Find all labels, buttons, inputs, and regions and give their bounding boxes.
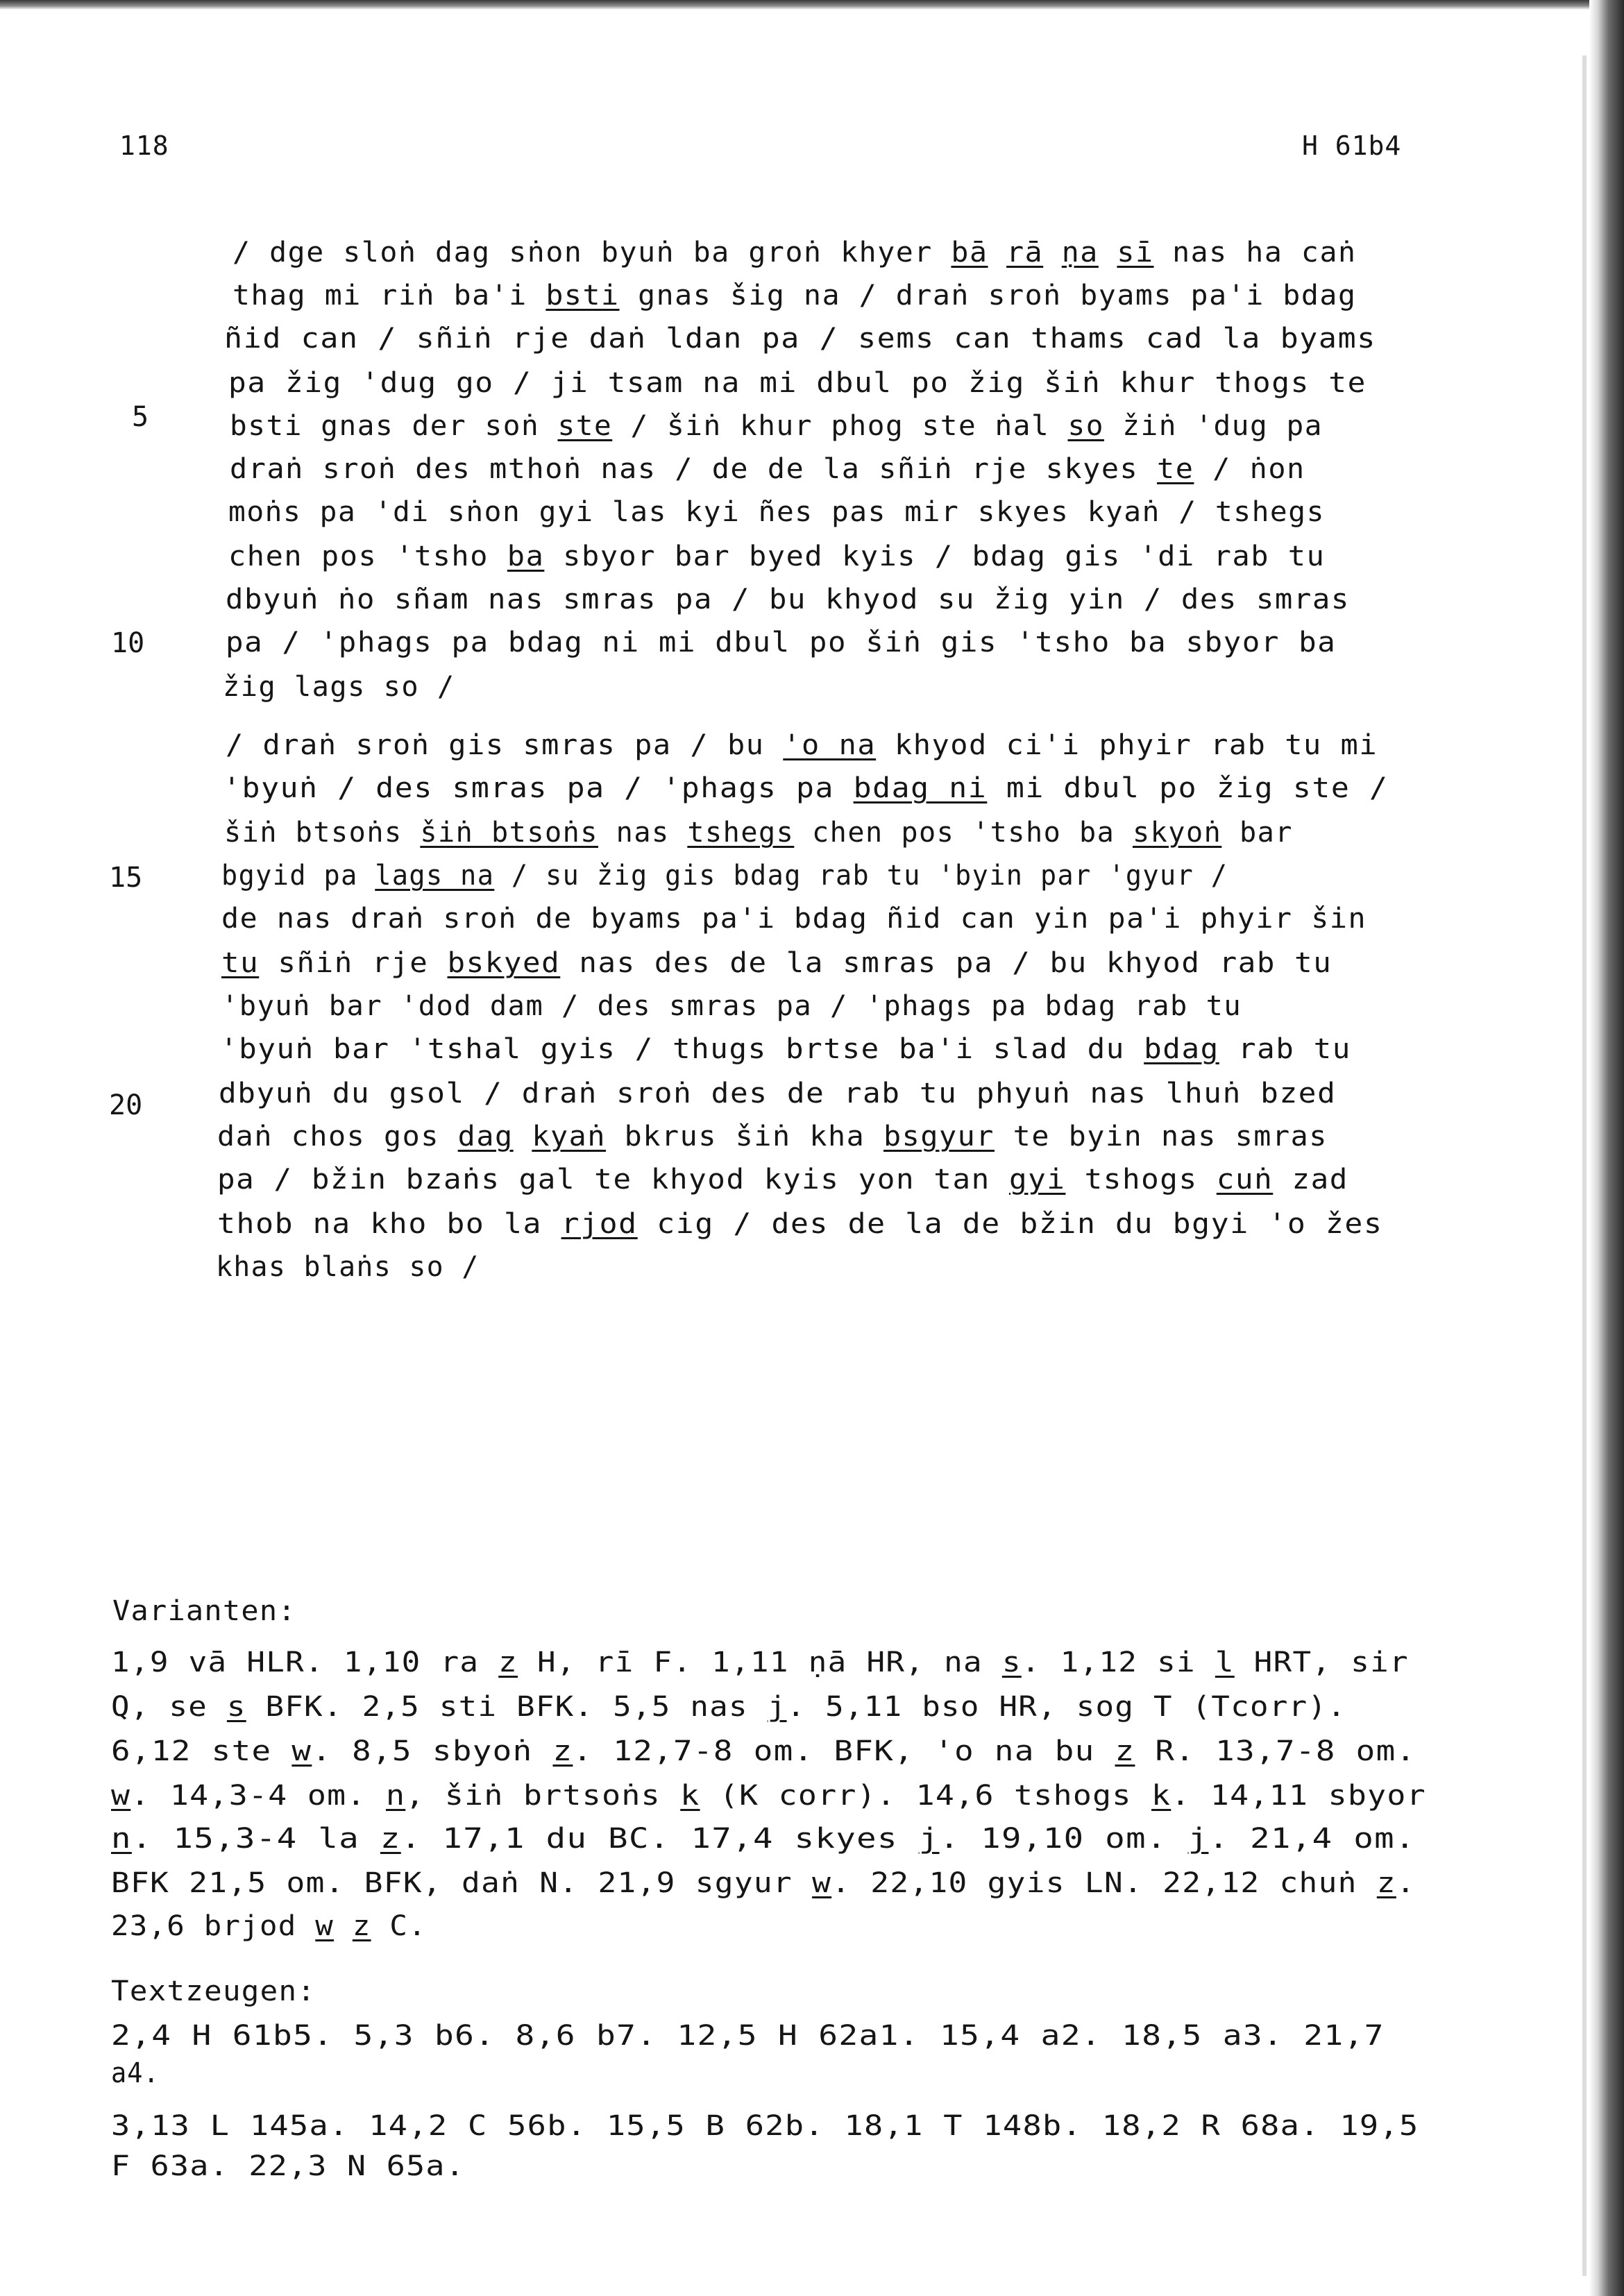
text-line-11: žig lags so /	[223, 671, 455, 703]
text-line-1: / dge sloṅ dag sṅon byuṅ ba groṅ khyer bā rā ṇa sī nas ha caṅ	[232, 237, 1357, 269]
text-line-3: ñid can / sñiṅ rje daṅ ldan pa / sems can thams cad la byams	[224, 323, 1376, 355]
textzeugen-line-2: a4.	[111, 2057, 160, 2089]
text-line-18: 'byuṅ bar 'dod dam / des smras pa / 'phags pa bdag rab tu	[221, 990, 1242, 1022]
text-line-15: bgyid pa lags na / su žig gis bdag rab tu 'byin par 'gyur /	[221, 860, 1228, 892]
text-line-2: thag mi riṅ ba'i bsti gnas šig na / draṅ sroṅ byams pa'i bdag	[232, 280, 1357, 312]
text-line-19: 'byuṅ bar 'tshal gyis / thugs brtse ba'i slad du bdag rab tu	[220, 1033, 1351, 1065]
varianten-line-4: w. 14,3-4 om. n, šiṅ brtsoṅs k (K corr). 14,6 tshogs k. 14,11 sbyor	[111, 1780, 1426, 1812]
varianten-line-6: BFK 21,5 om. BFK, daṅ N. 21,9 sgyur w. 22,10 gyis LN. 22,12 chuṅ z.	[111, 1867, 1416, 1899]
text-line-12: / draṅ sroṅ gis smras pa / bu 'o na khyod ci'i phyir rab tu mi	[226, 729, 1378, 761]
textzeugen-line-3: 3,13 L 145a. 14,2 C 56b. 15,5 B 62b. 18,1 T 148b. 18,2 R 68a. 19,5	[111, 2110, 1419, 2142]
page-reference: H 61b4	[1302, 130, 1402, 161]
textzeugen-heading: Textzeugen:	[111, 1975, 316, 2007]
text-line-4: pa žig 'dug go / ji tsam na mi dbul po žig šiṅ khur thogs te	[228, 367, 1367, 399]
text-line-24: khas blaṅs so /	[216, 1251, 480, 1283]
page-number: 118	[119, 130, 169, 161]
text-line-9: dbyuṅ ṅo sñam nas smras pa / bu khyod su žig yin / des smras	[226, 584, 1350, 615]
textzeugen-line-4: F 63a. 22,3 N 65a.	[111, 2150, 466, 2182]
text-line-10: pa / 'phags pa bdag ni mi dbul po šiṅ gis 'tsho ba sbyor ba	[226, 627, 1337, 658]
line-number-10: 10	[111, 627, 145, 659]
line-number-15: 15	[109, 862, 143, 894]
text-line-17: tu sñiṅ rje bskyed nas des de la smras pa / bu khyod rab tu	[221, 947, 1333, 979]
varianten-line-3: 6,12 ste w. 8,5 sbyoṅ z. 12,7-8 om. BFK, 'o na bu z R. 13,7-8 om.	[111, 1735, 1416, 1767]
text-line-20: dbyuṅ du gsol / draṅ sroṅ des de rab tu phyuṅ nas lhuṅ bzed	[219, 1078, 1337, 1109]
text-line-14: šiṅ btsoṅs šiṅ btsoṅs nas tshegs chen pos 'tsho ba skyoṅ bar	[224, 817, 1293, 849]
textzeugen-line-1: 2,4 H 61b5. 5,3 b6. 8,6 b7. 12,5 H 62a1. 15,4 a2. 18,5 a3. 21,7	[111, 2020, 1385, 2052]
varianten-heading: Varianten:	[112, 1595, 296, 1627]
text-line-5: bsti gnas der soṅ ste / šiṅ khur phog ste ṅal so žiṅ 'dug pa	[230, 410, 1323, 442]
varianten-line-7: 23,6 brjod w z C.	[111, 1910, 427, 1942]
text-line-13: 'byuṅ / des smras pa / 'phags pa bdag ni mi dbul po žig ste /	[223, 772, 1389, 804]
varianten-line-1: 1,9 vā HLR. 1,10 ra z H, rī F. 1,11 ṇā HR, na s. 1,12 si l HRT, sir	[111, 1647, 1409, 1678]
text-line-22: pa / bžin bzaṅs gal te khyod kyis yon tan gyi tshogs cuṅ zad	[217, 1164, 1348, 1196]
scan-right-edge-shadow	[1589, 0, 1624, 2296]
line-number-5: 5	[132, 401, 149, 433]
varianten-line-5: n. 15,3-4 la z. 17,1 du BC. 17,4 skyes j. 19,10 om. j. 21,4 om.	[111, 1823, 1416, 1855]
varianten-line-2: Q, se s BFK. 2,5 sti BFK. 5,5 nas j. 5,11 bso HR, sog T (Tcorr).	[111, 1691, 1347, 1723]
text-line-7: moṅs pa 'di sṅon gyi las kyi ñes pas mir skyes kyaṅ / tshegs	[228, 496, 1325, 528]
scan-top-edge	[0, 0, 1596, 10]
scan-right-edge-line	[1582, 56, 1587, 2276]
line-number-20: 20	[109, 1089, 143, 1121]
text-line-16: de nas draṅ sroṅ de byams pa'i bdag ñid can yin pa'i phyir šin	[221, 903, 1367, 935]
text-line-6: draṅ sroṅ des mthoṅ nas / de de la sñiṅ rje skyes te / ṅon	[230, 453, 1305, 485]
text-line-21: daṅ chos gos dag kyaṅ bkrus šiṅ kha bsgyur te byin nas smras	[217, 1121, 1328, 1153]
text-line-23: thob na kho bo la rjod cig / des de la de bžin du bgyi 'o žes	[217, 1208, 1383, 1240]
text-line-8: chen pos 'tsho ba sbyor bar byed kyis / bdag gis 'di rab tu	[228, 541, 1326, 572]
